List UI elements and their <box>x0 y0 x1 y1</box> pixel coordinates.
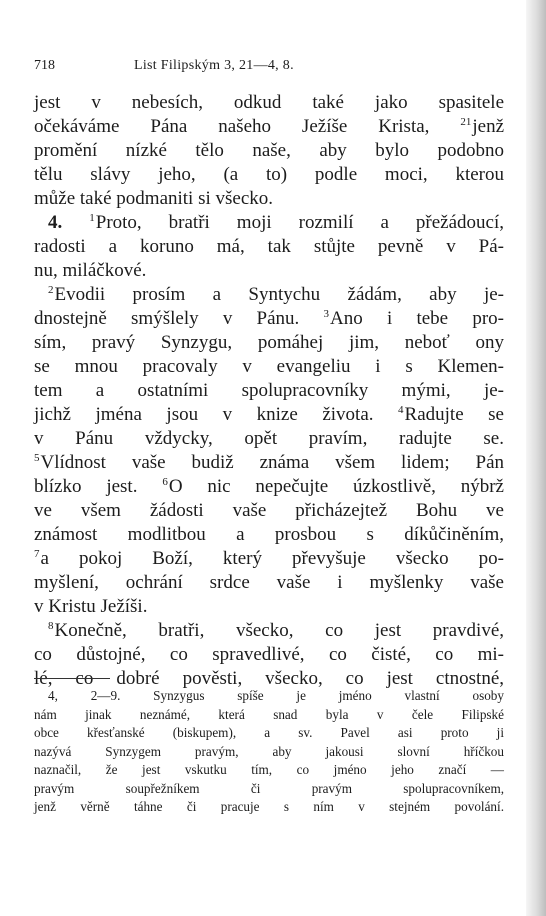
text-segment: Evodii prosím a Syntychu žádám, aby je- <box>54 284 504 305</box>
footnote-line: nazývá Synzygem pravým, aby jakousi slovní hříčkou <box>34 743 504 759</box>
text-segment: dnostejně smýšlely v Pánu. <box>34 308 300 329</box>
text-segment: a pokoj Boží, který převyšuje všecko po- <box>40 548 504 569</box>
chapter-number: 4. <box>48 212 63 233</box>
verse-number: 8 <box>48 620 54 632</box>
verse-number: 2 <box>48 284 54 296</box>
footnote-line: naznačil, že jest vskutku tím, co jméno jeho značí — <box>34 762 504 777</box>
text-line <box>34 403 504 427</box>
text-line <box>34 211 504 235</box>
text-line <box>34 283 504 307</box>
text-line: tělu slávy jeho, (a to) podle moci, kterou <box>34 164 504 185</box>
text-segment: Proto, bratři moji rozmilí a přežádoucí, <box>95 212 504 233</box>
body-text <box>34 91 504 691</box>
verse-number: 6 <box>162 476 168 488</box>
text-line: sím, pravý Synzygu, pomáhej jim, neboť ony <box>34 332 504 353</box>
text-line <box>34 547 504 571</box>
footnote-line: 4, 2—9. Synzygus spíše je jméno vlastní osoby <box>48 688 504 703</box>
text-segment: Vlídnost vaše budiž známa všem lidem; Pán <box>40 452 504 473</box>
text-line <box>34 475 504 499</box>
footnote <box>34 687 504 817</box>
footnote-line: nám jinak neznámé, která snad byla v čele Filipské <box>34 706 504 722</box>
text-line: v Pánu vždycky, opět pravím, radujte se. <box>34 428 504 449</box>
text-line: radosti a koruno má, tak stůjte pevně v Pá- <box>34 236 504 257</box>
text-line: v Kristu Ježíši. <box>34 596 148 617</box>
text-line: tem a ostatními spolupracovníky mými, je- <box>34 380 504 401</box>
page-header <box>34 58 504 80</box>
text-line: promění nízké tělo naše, aby bylo podobno <box>34 140 504 161</box>
text-line: ve všem žádosti vaše přicházejtež Bohu ve <box>34 500 504 521</box>
text-line: myšlení, ochrání srdce vaše i myšlenky vaše <box>34 572 504 593</box>
text-line: co důstojné, co spravedlivé, co čisté, co mi- <box>34 644 504 665</box>
text-line: lé, co dobré pověsti, všecko, co jest ctnostné, <box>34 668 504 689</box>
footnote-line: pravým soupřežníkem či pravým spolupracovníkem, <box>34 780 504 796</box>
verse-number: 4 <box>398 404 404 416</box>
text-line: jest v nebesích, odkud také jako spasitele <box>34 92 504 113</box>
text-line: nu, miláčkové. <box>34 260 147 281</box>
text-segment: O nic nepečujte úzkostlivě, nýbrž <box>168 476 504 497</box>
text-segment: jenž <box>472 116 505 137</box>
text-line: známost modlitbou a prosbou s díkůčiněním, <box>34 524 504 545</box>
verse-number: 3 <box>323 308 330 320</box>
text-segment: jichž jména jsou v knize života. <box>34 404 374 425</box>
running-head: List Filipským 3, 21—4, 8. <box>134 58 294 73</box>
text-line <box>34 619 504 643</box>
verse-number: 7 <box>34 548 40 560</box>
verse-number: 5 <box>34 452 40 464</box>
text-line <box>34 451 504 475</box>
text-line <box>34 307 504 331</box>
text-segment: Ano i tebe pro- <box>330 308 504 329</box>
page-edge-shadow <box>526 0 546 916</box>
footnote-line: obce křesťanské (biskupem), a sv. Pavel asi proto ji <box>34 725 504 740</box>
page-number: 718 <box>34 58 55 73</box>
verse-number: 21 <box>460 116 472 128</box>
text-line: se mnou pracovaly v evangeliu i s Klemen- <box>34 356 504 377</box>
text-segment: očekáváme Pána našeho Ježíše Krista, <box>34 116 430 137</box>
text-segment: Konečně, bratři, všecko, co jest pravdivé, <box>54 620 504 641</box>
text-segment: Radujte se <box>404 404 504 425</box>
footnote-divider <box>34 678 110 679</box>
text-line <box>34 115 504 139</box>
text-line: může také podmaniti si všecko. <box>34 188 274 209</box>
footnote-line: jenž věrně táhne či pracuje s ním v stejném povolání. <box>34 799 504 814</box>
text-segment: blízko jest. <box>34 476 138 497</box>
verse-number: 1 <box>89 212 95 224</box>
